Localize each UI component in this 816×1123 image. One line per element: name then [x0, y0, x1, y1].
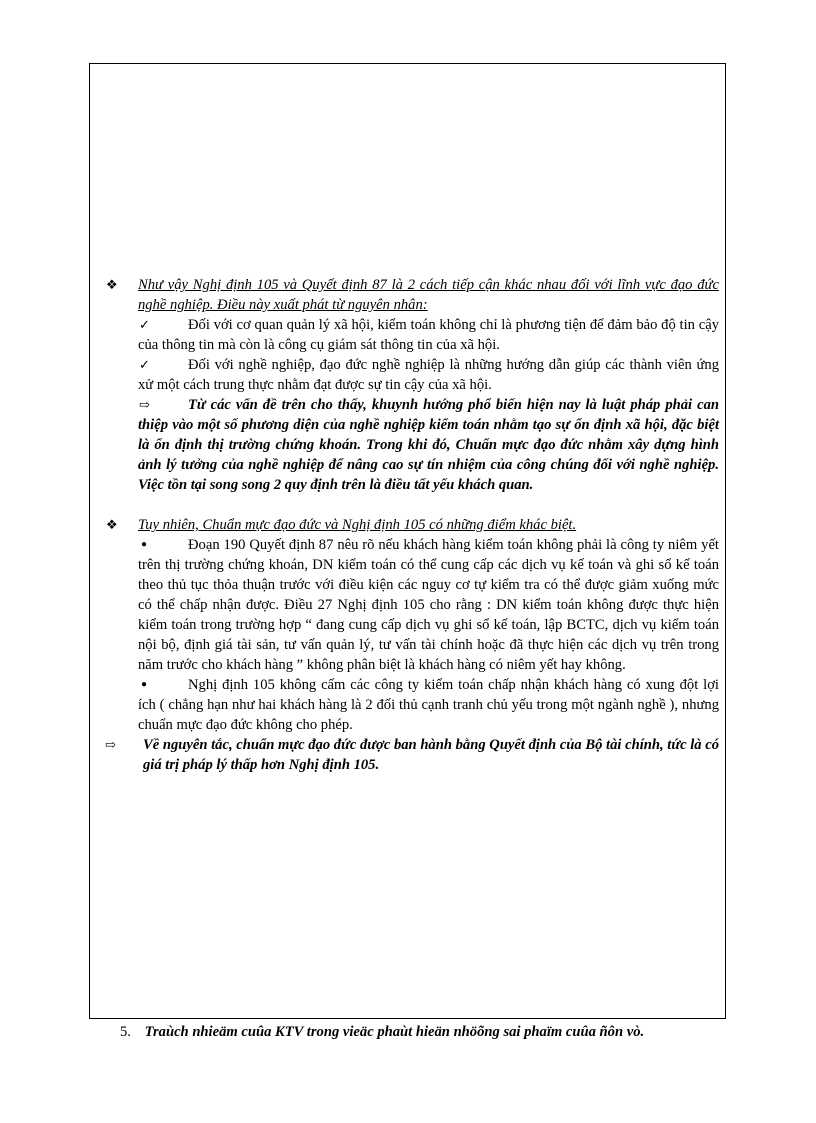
arrow-right-icon: ⇨ [139, 397, 150, 412]
section-1-heading-row [105, 275, 719, 315]
section-1-conclusion-text: Từ các vấn đề trên cho thấy, khuynh hướng phổ biến hiện nay là luật pháp phải can thiệp vào một số phương diện của nghề nghiệp kiểm toán nhằm tạo sự ổn định xã hội, đặc biệt là ổn định thị trường chứng khoán. Trong khi đó, Chuẩn mực đạo đức nhằm xây dựng hình ảnh lý tưởng của nghề nghiệp để nâng cao sự tín nhiệm của công chúng đối với nghề nghiệp. Việc tồn tại song song 2 quy định trên là điều tất yếu khách quan. [138, 397, 719, 493]
check-mark-icon: ✓ [139, 317, 150, 332]
section-2-conclusion-text: Về nguyên tắc, chuẩn mực đạo đức được ban hành bằng Quyết định của Bộ tài chính, tức là có giá trị pháp lý thấp hơn Nghị định 105. [143, 737, 719, 773]
section-2-item-2 [105, 675, 719, 735]
section-1-item-2 [105, 355, 719, 395]
section-1-item-1-text: Đối với cơ quan quản lý xã hội, kiểm toán không chỉ là phương tiện để đảm bảo độ tin cậy của thông tin mà còn là công cụ giám sát thông tin của xã hội. [138, 317, 719, 353]
section-1-item-2-text: Đối với nghề nghiệp, đạo đức nghề nghiệp là những hướng dẫn giúp các thành viên ứng xử một cách trung thực nhằm đạt được sự tin cậy của xã hội. [138, 357, 719, 393]
footer-text: Traùch nhieäm cuûa KTV trong vieäc phaùt hieän nhöõng sai phaïm cuûa ñôn vò. [144, 1024, 645, 1040]
footer-number: 5. [120, 1024, 131, 1040]
diamond-bullet-icon: ❖ [106, 277, 118, 292]
section-1-heading: Như vậy Nghị định 105 và Quyết định 87 là 2 cách tiếp cận khác nhau đối với lĩnh vực đạo đức nghề nghiệp. Điều này xuất phát từ nguyên nhân: [138, 277, 719, 313]
footer-numbered-heading [120, 1024, 644, 1041]
section-2-item-2-text: Nghị định 105 không cấm các công ty kiểm toán chấp nhận khách hàng có xung đột lợi ích ( chẳng hạn như hai khách hàng là 2 đối thủ cạnh tranh chủ yếu trong một ngành nghề ), nhưng chuẩn mực đạo đức không cho phép. [138, 677, 719, 733]
document-body [105, 275, 719, 775]
arrow-right-icon: ⇨ [105, 737, 116, 752]
section-2-heading-row [105, 515, 719, 535]
section-2-item-1 [105, 535, 719, 675]
section-2-item-1-text: Đoạn 190 Quyết định 87 nêu rõ nếu khách hàng kiểm toán không phải là công ty niêm yết trên thị trường chứng khoán, DN kiểm toán có thể cung cấp các dịch vụ kế toán và ghi sổ kế toán theo thủ tục thỏa thuận trước với điều kiện các nguy cơ tự kiểm tra có thể được giảm xuống mức có thể chấp nhận được. Điều 27 Nghị định 105 cho rằng : DN kiểm toán không được thực hiện kiểm toán trong trường hợp “ đang cung cấp dịch vụ ghi sổ kế toán, lập BCTC, dịch vụ kiểm toán nội bộ, định giá tài sản, tư vấn quản lý, tư vấn tài chính hoặc đã thực hiện các dịch vụ trên trong năm trước cho khách hàng ” không phân biệt là khách hàng có niêm yết hay không. [138, 537, 719, 673]
section-2-heading: Tuy nhiên, Chuẩn mực đạo đức và Nghị định 105 có những điểm khác biệt. [138, 517, 577, 533]
section-1-conclusion [105, 395, 719, 495]
bullet-dot-icon: ● [141, 679, 148, 690]
check-mark-icon: ✓ [139, 357, 150, 372]
bullet-dot-icon: ● [141, 539, 148, 550]
diamond-bullet-icon: ❖ [106, 517, 118, 532]
section-2-conclusion [105, 735, 719, 775]
section-1-item-1 [105, 315, 719, 355]
